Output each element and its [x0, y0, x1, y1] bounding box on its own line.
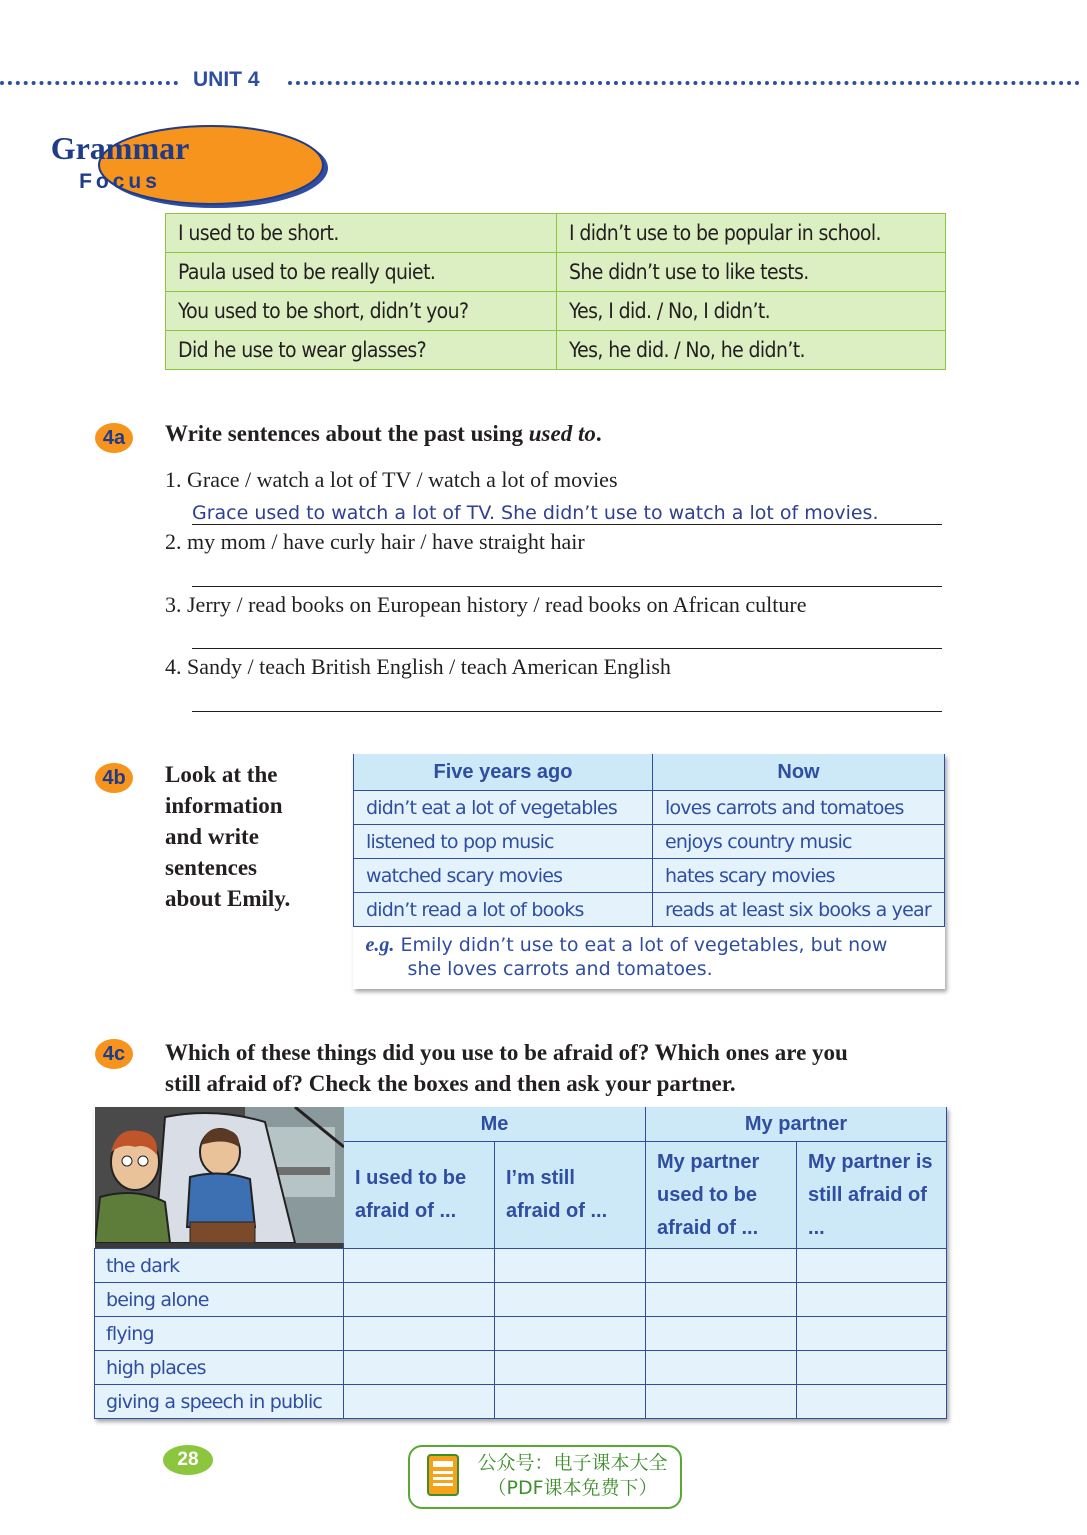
column-header: I used to be afraid of ...: [344, 1142, 495, 1249]
row-label: flying: [95, 1317, 344, 1351]
heading-line: Look at the: [165, 762, 278, 787]
table-row: [95, 1385, 947, 1419]
table-row: [166, 331, 946, 370]
section-4a-heading: [165, 421, 602, 447]
table-cell: Paula used to be really quiet.: [166, 253, 557, 292]
check-box[interactable]: [797, 1317, 947, 1351]
stamp-line-1: 公众号：电子课本大全: [477, 1452, 668, 1474]
exercise-item-4: 4. Sandy / teach British English / teach American English: [165, 654, 671, 679]
row-label: high places: [95, 1351, 344, 1385]
exercise-item-2: 2. my mom / have curly hair / have straight hair: [165, 529, 585, 554]
table-cell: I didn’t use to be popular in school.: [557, 214, 946, 253]
check-box[interactable]: [646, 1283, 797, 1317]
book-icon: [424, 1453, 464, 1501]
table-cell: Yes, I did. / No, I didn’t.: [557, 292, 946, 331]
table-row: [354, 859, 945, 893]
example-row: [354, 927, 945, 990]
heading-line: still afraid of? Check the boxes and then ask your partner.: [165, 1071, 736, 1096]
table-row: [354, 893, 945, 927]
row-label: the dark: [95, 1249, 344, 1283]
table-group-header-row: [95, 1107, 947, 1142]
unit-label: UNIT 4: [193, 68, 260, 91]
table-cell: didn’t eat a lot of vegetables: [354, 791, 653, 825]
section-4c-heading: [165, 1037, 848, 1099]
table-cell: Yes, he did. / No, he didn’t.: [557, 331, 946, 370]
table-cell: listened to pop music: [354, 825, 653, 859]
check-box[interactable]: [344, 1283, 495, 1317]
example-line-1: Emily didn’t use to eat a lot of vegetables, but now: [400, 934, 888, 956]
check-box[interactable]: [495, 1249, 646, 1283]
eg-mark: e.g.: [365, 934, 395, 956]
heading-line: about Emily.: [165, 886, 291, 911]
table-row: [95, 1351, 947, 1385]
row-label: being alone: [95, 1283, 344, 1317]
heading-text: .: [595, 421, 602, 446]
column-header: Now: [653, 754, 945, 791]
stamp-line-2: （PDF课本免费下）: [487, 1477, 658, 1499]
column-header: I’m still afraid of ...: [495, 1142, 646, 1249]
heading-line: sentences: [165, 855, 257, 880]
table-row: [354, 825, 945, 859]
illustration-cell: [95, 1107, 344, 1249]
afraid-of-table: [94, 1107, 947, 1419]
check-box[interactable]: [344, 1351, 495, 1385]
table-row: [166, 253, 946, 292]
check-box[interactable]: [495, 1283, 646, 1317]
unit-dotted-line-left: [0, 81, 178, 89]
table-cell: loves carrots and tomatoes: [653, 791, 945, 825]
table-cell: watched scary movies: [354, 859, 653, 893]
table-row: [95, 1317, 947, 1351]
column-header: Five years ago: [354, 754, 653, 791]
example-answer: Grace used to watch a lot of TV. She didn’t use to watch a lot of movies.: [192, 502, 879, 524]
unit-dotted-line-right: [288, 81, 1080, 89]
exercise-item-3: 3. Jerry / read books on European history / read books on African culture: [165, 592, 807, 617]
column-header: My partner is still afraid of ...: [797, 1142, 947, 1249]
section-4b-heading: [165, 759, 290, 914]
column-header: My partner used to be afraid of ...: [646, 1142, 797, 1249]
heading-text: Write sentences about the past using: [165, 421, 529, 446]
table-cell: didn’t read a lot of books: [354, 893, 653, 927]
page-number: 28: [163, 1445, 213, 1475]
check-box[interactable]: [797, 1385, 947, 1419]
table-cell: enjoys country music: [653, 825, 945, 859]
answer-line-1[interactable]: [192, 524, 942, 525]
watermark-stamp: [408, 1445, 682, 1509]
emily-info-table: [353, 754, 945, 989]
table-row: [166, 292, 946, 331]
example-sentence: [354, 927, 945, 990]
check-box[interactable]: [495, 1317, 646, 1351]
table-cell: I used to be short.: [166, 214, 557, 253]
check-box[interactable]: [797, 1351, 947, 1385]
table-row: [95, 1249, 947, 1283]
answer-line-2[interactable]: [192, 586, 942, 587]
section-number-4a: 4a: [95, 423, 133, 453]
answer-line-3[interactable]: [192, 648, 942, 649]
table-cell: You used to be short, didn’t you?: [166, 292, 557, 331]
check-box[interactable]: [646, 1385, 797, 1419]
answer-line-4[interactable]: [192, 711, 942, 712]
grammar-table: [165, 213, 946, 370]
row-label: giving a speech in public: [95, 1385, 344, 1419]
check-box[interactable]: [495, 1351, 646, 1385]
stamp-text: [470, 1451, 675, 1501]
exercise-item-1: 1. Grace / watch a lot of TV / watch a lot of movies: [165, 467, 618, 492]
table-row: [95, 1283, 947, 1317]
check-box[interactable]: [797, 1249, 947, 1283]
check-box[interactable]: [344, 1317, 495, 1351]
table-cell: reads at least six books a year: [653, 893, 945, 927]
badge-title: Grammar: [50, 130, 190, 166]
group-header-partner: My partner: [646, 1107, 947, 1142]
section-number-4b: 4b: [95, 763, 133, 793]
scared-people-illustration: [95, 1107, 344, 1243]
check-box[interactable]: [797, 1283, 947, 1317]
section-number-4c: 4c: [95, 1039, 133, 1069]
badge-subtitle: Focus: [79, 170, 161, 193]
table-row: [166, 214, 946, 253]
table-cell: She didn’t use to like tests.: [557, 253, 946, 292]
example-line-2: she loves carrots and tomatoes.: [407, 958, 713, 980]
check-box[interactable]: [344, 1249, 495, 1283]
table-header-row: [354, 754, 945, 791]
table-row: [354, 791, 945, 825]
check-box[interactable]: [495, 1385, 646, 1419]
table-cell: hates scary movies: [653, 859, 945, 893]
check-box[interactable]: [344, 1385, 495, 1419]
heading-line: information: [165, 793, 283, 818]
check-box[interactable]: [646, 1249, 797, 1283]
check-box[interactable]: [646, 1317, 797, 1351]
table-cell: Did he use to wear glasses?: [166, 331, 557, 370]
check-box[interactable]: [646, 1351, 797, 1385]
heading-line: and write: [165, 824, 259, 849]
heading-line: Which of these things did you use to be afraid of? Which ones are you: [165, 1040, 848, 1065]
group-header-me: Me: [344, 1107, 646, 1142]
heading-emphasis: used to: [528, 421, 596, 446]
